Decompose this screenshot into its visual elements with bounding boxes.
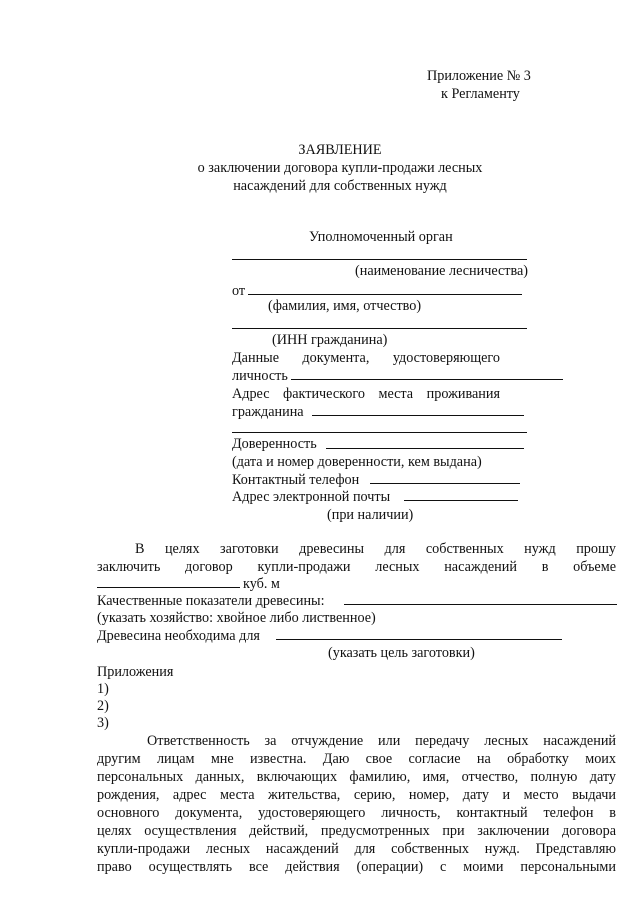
from-label: от	[232, 283, 246, 299]
inn-field[interactable]	[232, 328, 527, 329]
consent-line-4: рождения, адрес места жительства, серию, номер, дату и место выдачи	[97, 787, 616, 803]
applicant-name-hint: (фамилия, имя, отчество)	[268, 298, 422, 314]
document-subtitle-line2: насаждений для собственных нужд	[233, 178, 447, 194]
forestry-name-hint: (наименование лесничества)	[355, 263, 529, 279]
consent-line-2: другим лицам мне известна. Даю свое согласие на обработку моих	[97, 751, 616, 767]
purpose-hint: (указать цель заготовки)	[328, 645, 475, 661]
document-title: ЗАЯВЛЕНИЕ	[298, 142, 382, 158]
consent-line-1: Ответственность за отчуждение или передачу лесных насаждений	[147, 733, 616, 749]
phone-field[interactable]	[370, 483, 520, 484]
id-document-label-line2: личность	[232, 368, 288, 384]
address-label: Адрес фактического места проживания	[232, 386, 500, 402]
consent-line-3: персональных данных, включающих фамилию, имя, отчество, полную дату	[97, 769, 616, 785]
power-of-attorney-hint: (дата и номер доверенности, кем выдана)	[232, 454, 482, 470]
quality-label: Качественные показатели древесины:	[97, 593, 325, 609]
appendix-number: Приложение № 3	[427, 68, 531, 84]
id-document-label: Данные документа, удостоверяющего	[232, 350, 500, 366]
authority-label: Уполномоченный орган	[309, 229, 453, 245]
request-line2: заключить договор купли-продажи лесных насаждений в объеме	[97, 559, 616, 575]
email-field[interactable]	[404, 500, 518, 501]
quality-field[interactable]	[344, 604, 617, 605]
document-subtitle-line1: о заключении договора купли-продажи лесных	[197, 160, 483, 176]
id-document-field[interactable]	[291, 379, 563, 380]
volume-field[interactable]	[97, 587, 240, 588]
request-line1: В целях заготовки древесины для собственных нужд прошу	[135, 541, 616, 557]
volume-unit: куб. м	[243, 576, 280, 592]
attachment-item-3: 3)	[97, 715, 109, 731]
phone-label: Контактный телефон	[232, 472, 360, 488]
email-label: Адрес электронной почты	[232, 489, 391, 505]
attachment-item-1: 1)	[97, 681, 109, 697]
address-label-line2: гражданина	[232, 404, 304, 420]
consent-line-7: купли-продажи лесных насаждений для собственных нужд. Представляю	[97, 841, 616, 857]
regulation-reference: к Регламенту	[441, 86, 520, 102]
purpose-field[interactable]	[276, 639, 562, 640]
attachments-heading: Приложения	[97, 664, 174, 680]
power-of-attorney-label: Доверенность	[232, 436, 317, 452]
consent-line-8: право осуществлять все действия (операции) с моими персональными	[97, 859, 616, 875]
inn-hint: (ИНН гражданина)	[272, 332, 388, 348]
address-field-line2[interactable]	[232, 432, 527, 433]
consent-line-6: целях осуществления действий, предусмотренных при заключении договора	[97, 823, 616, 839]
forestry-name-field[interactable]	[232, 259, 527, 260]
attachment-item-2: 2)	[97, 698, 109, 714]
consent-line-5: основного документа, удостоверяющего личность, контактный телефон в	[97, 805, 616, 821]
quality-hint: (указать хозяйство: хвойное либо лиственное)	[97, 610, 376, 626]
email-hint: (при наличии)	[327, 507, 414, 523]
address-field[interactable]	[312, 415, 524, 416]
applicant-name-field[interactable]	[248, 294, 522, 295]
purpose-label: Древесина необходима для	[97, 628, 260, 644]
power-of-attorney-field[interactable]	[326, 448, 524, 449]
